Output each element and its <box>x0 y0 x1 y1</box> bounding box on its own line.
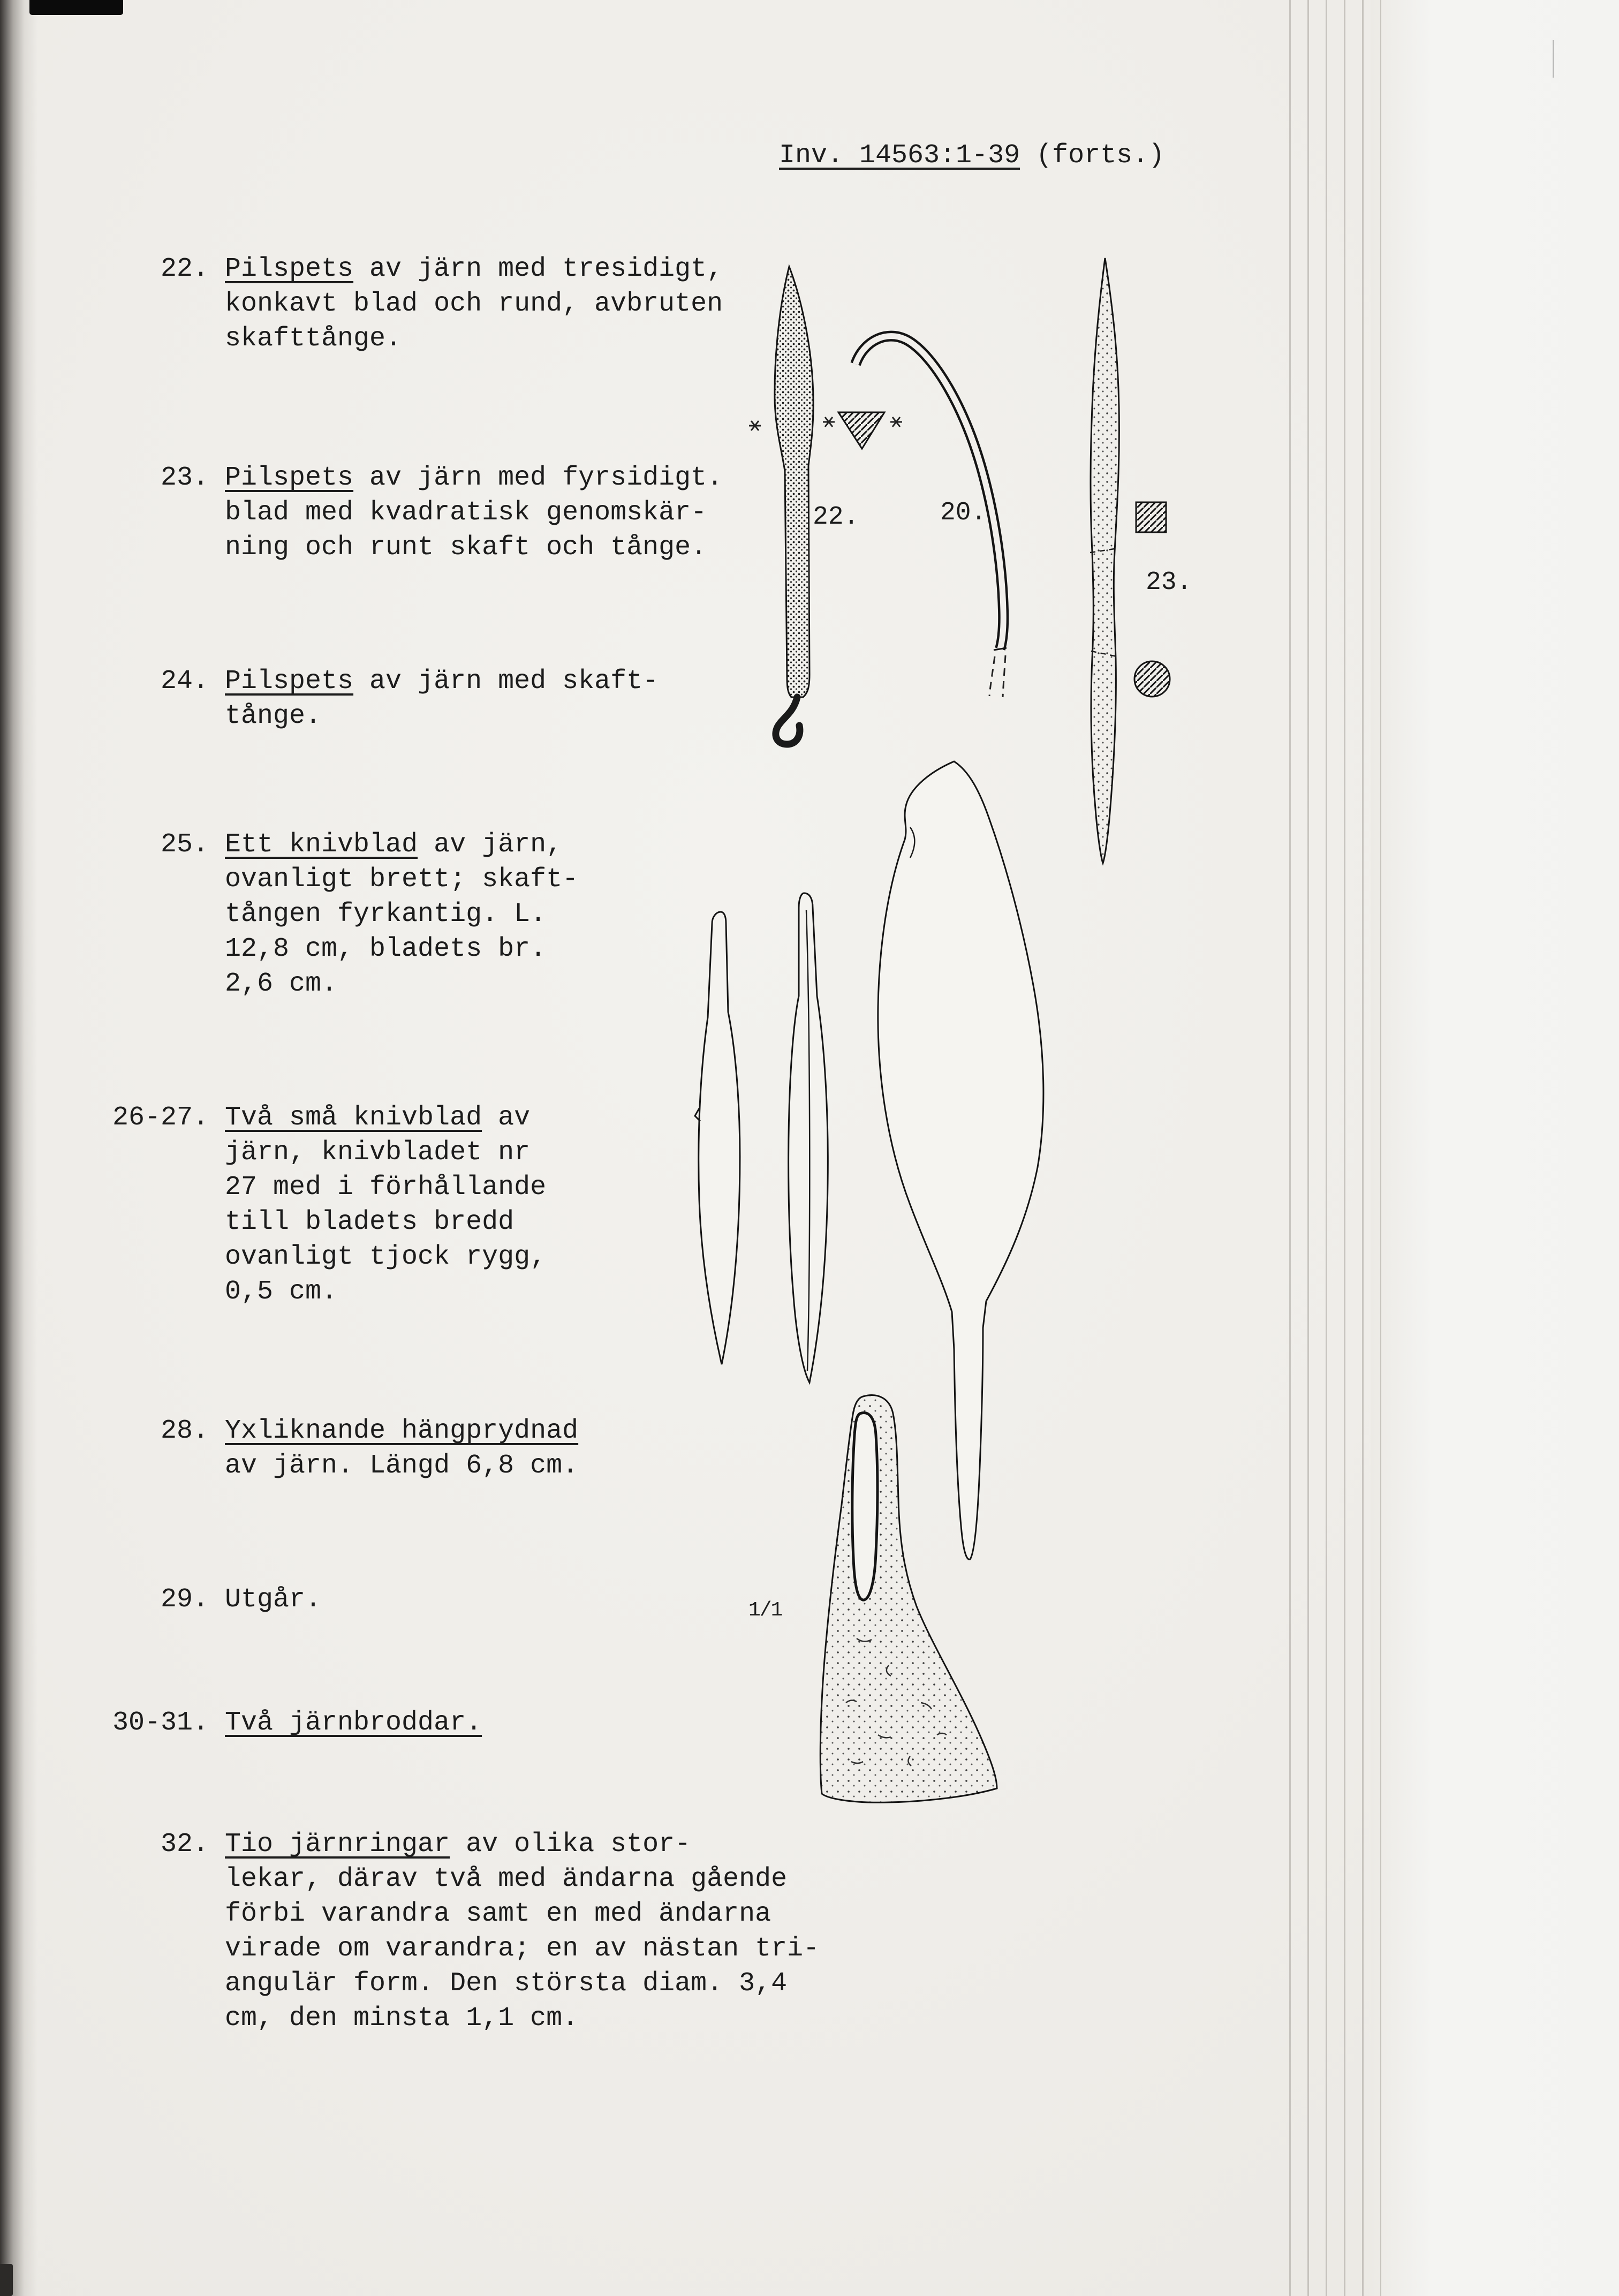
entry-line <box>225 460 723 495</box>
entry-26-27 <box>112 1100 547 1309</box>
entry-line: blad med kvadratisk genomskär- <box>225 497 707 528</box>
entry-line <box>225 252 723 286</box>
inventory-number: Inv. 14563:1-39 <box>779 140 1020 171</box>
entry-24 <box>160 664 659 734</box>
entry-number: 24. <box>160 666 209 697</box>
entry-line: till bladets bredd <box>225 1207 515 1237</box>
entry-lead-rest: av <box>482 1102 531 1133</box>
entry-lead: Ett knivblad <box>225 829 418 860</box>
entry-line: tången fyrkantig. L. <box>225 899 547 930</box>
cross-section-triangle-22 <box>838 412 884 449</box>
entry-lead: Pilspets <box>225 254 354 284</box>
entry-line: 0,5 cm. <box>225 1277 338 1307</box>
entry-lead: Yxliknande hängprydnad <box>225 1416 579 1446</box>
entry-line <box>225 1705 482 1740</box>
cross-section-square-23 <box>1136 502 1166 532</box>
entry-line: cm, den minsta 1,1 cm. <box>225 2003 579 2034</box>
section-mark-icon <box>890 417 902 427</box>
entry-line <box>225 1827 819 1862</box>
entry-number: 22. <box>160 254 209 284</box>
cross-section-circle-23 <box>1134 661 1170 697</box>
entry-line: tånge. <box>225 701 322 731</box>
entry-number: 28. <box>160 1416 209 1446</box>
entry-line <box>225 664 659 699</box>
entry-line: ovanligt brett; skaft- <box>225 864 579 895</box>
entry-number: 32. <box>160 1829 209 1860</box>
knife-blade-25-drawing <box>878 761 1043 1559</box>
entry-line <box>225 1582 321 1617</box>
entry-lead-rest: Utgår. <box>225 1584 322 1615</box>
entry-lead-rest: av olika stor- <box>450 1829 691 1860</box>
entry-line: förbi varandra samt en med ändarna <box>225 1899 771 1929</box>
entry-lead: Pilspets <box>225 463 354 493</box>
entry-line: 2,6 cm. <box>225 969 338 999</box>
entry-lead: Två järnbroddar. <box>225 1708 482 1738</box>
entry-line: 27 med i förhållande <box>225 1172 547 1203</box>
pendant-hole <box>852 1413 877 1600</box>
entry-25 <box>160 827 579 1001</box>
entry-lead: Tio järnringar <box>225 1829 450 1860</box>
section-mark-icon <box>823 417 835 427</box>
entry-30-31 <box>112 1705 482 1740</box>
figure-label-20: 20. <box>940 499 987 527</box>
entry-lead-rest: av järn, <box>418 829 563 860</box>
entry-line: virade om varandra; en av nästan tri- <box>225 1934 820 1964</box>
entry-line: skafttånge. <box>225 323 402 354</box>
entry-28 <box>160 1414 579 1483</box>
entry-line: järn, knivbladet nr <box>225 1137 531 1168</box>
knife-blade-26-drawing <box>695 912 740 1364</box>
entry-lead: Pilspets <box>225 666 354 697</box>
entry-line: angulär form. Den största diam. 3,4 <box>225 1968 788 1999</box>
entry-line: av järn. Längd 6,8 cm. <box>225 1451 579 1481</box>
entry-line: lekar, därav två med ändarna gående <box>225 1864 788 1894</box>
entry-number: 26-27. <box>112 1102 209 1133</box>
entry-number: 25. <box>160 829 209 860</box>
entry-line: ning och runt skaft och tånge. <box>225 532 707 563</box>
entry-line <box>225 1414 578 1448</box>
entry-line: 12,8 cm, bladets br. <box>225 934 547 964</box>
entry-22 <box>160 252 723 356</box>
entry-23 <box>160 460 723 565</box>
section-mark-icon <box>749 421 761 430</box>
entry-line <box>225 1100 546 1135</box>
entry-line <box>225 827 578 862</box>
entry-number: 23. <box>160 463 209 493</box>
page-header <box>779 138 1164 173</box>
figure-label-22: 22. <box>813 503 859 532</box>
knife-blade-27-drawing <box>789 893 828 1383</box>
entry-line: ovanligt tjock rygg, <box>225 1242 547 1272</box>
entry-number: 29. <box>160 1584 209 1615</box>
arrowhead-23-drawing <box>1090 258 1170 863</box>
figure-label-23: 23. <box>1146 568 1192 597</box>
entry-29 <box>160 1582 322 1617</box>
entry-32 <box>160 1827 820 2036</box>
scale-label: 1/1 <box>748 1599 782 1622</box>
header-suffix: (forts.) <box>1020 140 1165 171</box>
entry-lead-rest: av järn med fyrsidigt. <box>353 463 723 493</box>
entry-number: 30-31. <box>112 1708 209 1738</box>
entry-line: konkavt blad och rund, avbruten <box>225 289 723 319</box>
entry-lead-rest: av järn med skaft- <box>353 666 659 697</box>
entry-lead-rest: av järn med tresidigt, <box>353 254 723 284</box>
entry-lead: Två små knivblad <box>225 1102 482 1133</box>
